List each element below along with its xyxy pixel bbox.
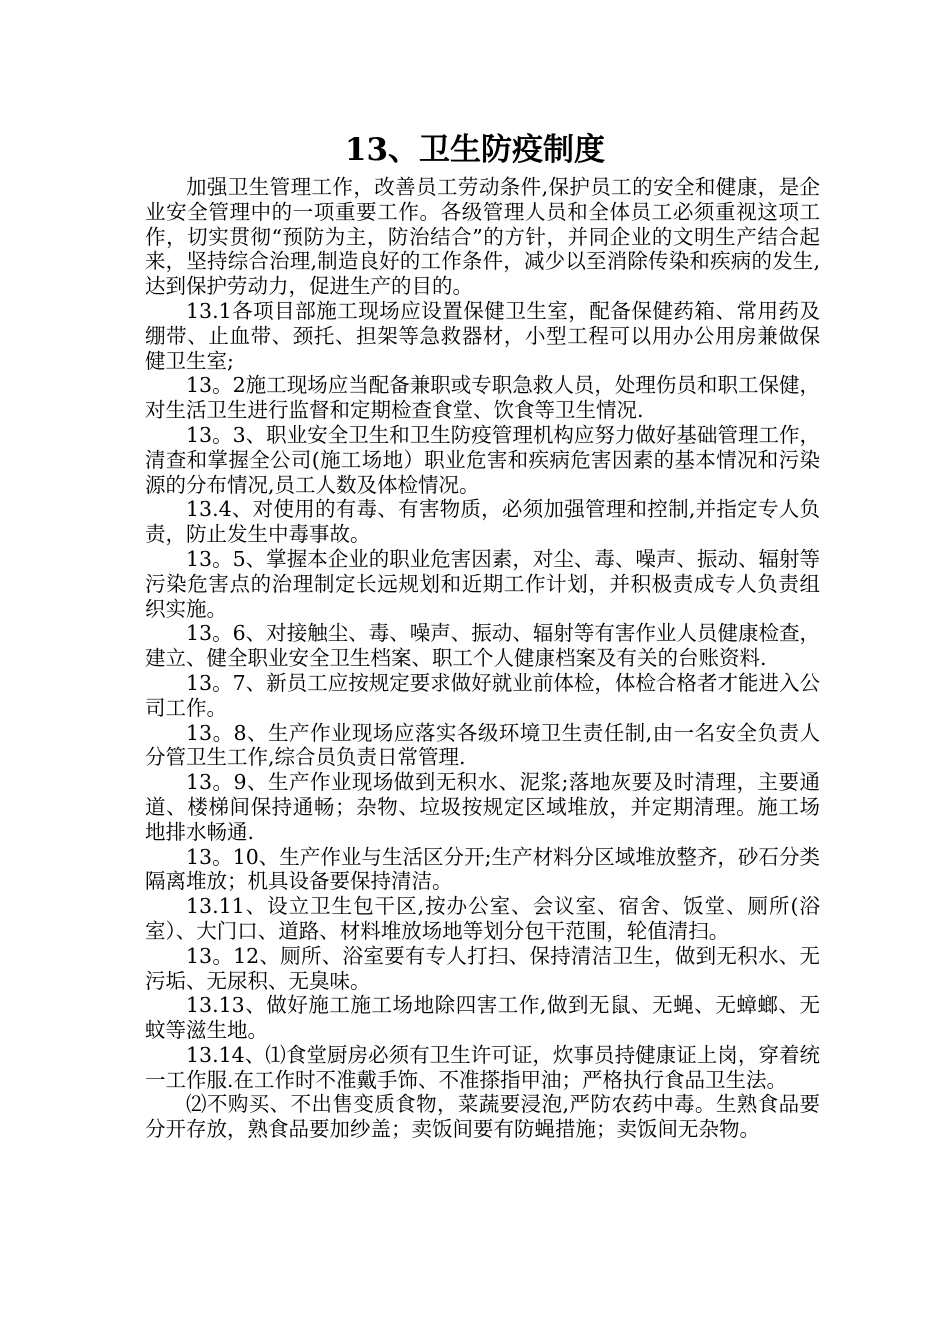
clause-13-12: 13。12、厕所、浴室要有专人打扫、保持清洁卫生，做到无积水、无污垢、无尿积、无臭味。 [145,943,820,993]
clause-13-1: 13.1各项目部施工现场应设置保健卫生室，配备保健药箱、常用药及绷带、止血带、颈托、担架等急救器材，小型工程可以用办公用房兼做保健卫生室; [145,298,820,373]
clause-13-6: 13。6、对接触尘、毒、噪声、振动、辐射等有害作业人员健康检查，建立、健全职业安全卫生档案、职工个人健康档案及有关的台账资料. [145,621,820,671]
intro-paragraph: 加强卫生管理工作，改善员工劳动条件,保护员工的安全和健康，是企业安全管理中的一项重要工作。各级管理人员和全体员工必须重视这项工作，切实贯彻“预防为主，防治结合”的方针，并同企业的文明生产结合起来，坚持综合治理,制造良好的工作条件，减少以至消除传染和疾病的发生,达到保护劳动力，促进生产的目的。 [145,175,820,299]
clause-13-5: 13。5、掌握本企业的职业危害因素，对尘、毒、噪声、振动、辐射等污染危害点的治理制定长远规划和近期工作计划，并积极责成专人负责组织实施。 [145,546,820,621]
clause-13-2: 13。2施工现场应当配备兼职或专职急救人员，处理伤员和职工保健，对生活卫生进行监督和定期检查食堂、饮食等卫生情况. [145,373,820,423]
clause-13-4: 13.4、对使用的有毒、有害物质，必须加强管理和控制,并指定专人负责，防止发生中毒事故。 [145,497,820,547]
clause-13-9: 13。9、生产作业现场做到无积水、泥浆;落地灰要及时清理，主要通道、楼梯间保持通畅；杂物、垃圾按规定区域堆放，并定期清理。施工场地排水畅通. [145,770,820,844]
clause-13-13: 13.13、做好施工施工场地除四害工作,做到无鼠、无蝇、无蟑螂、无蚊等滋生地。 [145,993,820,1043]
clause-13-14-1: 13.14、⑴食堂厨房必须有卫生许可证，炊事员持健康证上岗，穿着统一工作服.在工作时不准戴手饰、不准搽指甲油；严格执行食品卫生法。 [145,1042,820,1092]
clause-13-14-2: ⑵不购买、不出售变质食物，菜蔬要浸泡,严防农药中毒。生熟食品要分开存放，熟食品要加纱盖；卖饭间要有防蝇措施；卖饭间无杂物。 [145,1092,820,1142]
document-body [145,175,820,1142]
clause-13-3: 13。3、职业安全卫生和卫生防疫管理机构应努力做好基础管理工作，清查和掌握全公司(施工场地）职业危害和疾病危害因素的基本情况和污染源的分布情况,员工人数及体检情况。 [145,422,820,497]
page-title: 13、卫生防疫制度 [344,132,606,168]
clause-13-8: 13。8、生产作业现场应落实各级环境卫生责任制,由一名安全负责人分管卫生工作,综合员负责日常管理. [145,720,820,770]
clause-13-7: 13。7、新员工应按规定要求做好就业前体检，体检合格者才能进入公司工作。 [145,670,820,720]
clause-13-10: 13。10、生产作业与生活区分开;生产材料分区域堆放整齐，砂石分类隔离堆放；机具设备要保持清洁。 [145,844,820,894]
clause-13-11: 13.11、设立卫生包干区,按办公室、会议室、宿舍、饭堂、厕所(浴室）、大门口、道路、材料堆放场地等划分包干范围，轮值清扫。 [145,894,820,943]
